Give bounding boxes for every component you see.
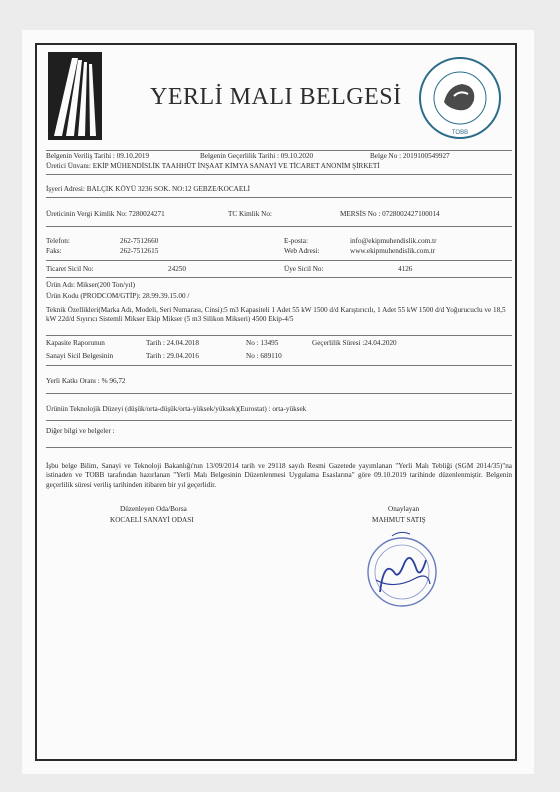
phone-label: Telefon: <box>46 237 70 245</box>
signature-stamp-icon <box>358 520 444 610</box>
capacity-date: Tarih : 24.04.2018 <box>146 339 199 347</box>
svg-text:TOBB: TOBB <box>451 130 469 136</box>
document-title: YERLİ MALI BELGESİ <box>150 84 402 110</box>
product-code: Ürün Kodu (PRODCOM/GTİP): 28.99.39.15.00 / <box>46 292 190 300</box>
issue-date: Belgenin Veriliş Tarihi : 09.10.2019 <box>46 152 150 160</box>
email-value: info@ekipmuhendislik.com.tr <box>350 237 437 245</box>
product-name: Ürün Adı: Mikser(200 Ton/yıl) <box>46 281 136 289</box>
company-address: İşyeri Adresi: BALÇIK KÖYÜ 3236 SOK. NO:12 GEBZE/KOCAELİ <box>46 185 251 193</box>
tobb-seal-icon <box>418 56 502 140</box>
divider <box>46 277 512 278</box>
divider <box>46 150 512 151</box>
tax-number: Üreticinin Vergi Kimlik No: 7280024271 <box>46 210 165 218</box>
divider <box>46 174 512 175</box>
fax-value: 262-7512615 <box>120 247 159 255</box>
fax-label: Faks: <box>46 247 62 255</box>
other-info: Diğer bilgi ve belgeler : <box>46 427 115 435</box>
divider <box>46 365 512 366</box>
document-number: Belge No : 2019100549927 <box>370 152 450 160</box>
phone-value: 262-7512660 <box>120 237 159 245</box>
approver-name: MAHMUT SATIŞ <box>372 516 426 524</box>
divider <box>46 260 512 261</box>
divider <box>46 420 512 421</box>
company-name: Üretici Ünvanı: EKİP MÜHENDİSLİK TAAHHÜT İNŞAAT KİMYA SANAYİ VE TİCARET ANONİM ŞİRKETİ <box>46 162 380 170</box>
technology-level: Ürünün Teknolojik Düzeyi (düşük/orta-düşük/orta-yüksek/yüksek)(Eurostat) : orta-yüksek <box>46 405 307 413</box>
member-registry-value: 4126 <box>398 265 413 273</box>
issuer-label: Düzenleyen Oda/Borsa <box>120 505 187 513</box>
valid-date: Belgenin Geçerlilik Tarihi : 09.10.2020 <box>200 152 314 160</box>
member-registry-label: Üye Sicil No: <box>284 265 324 273</box>
industry-registry-label: Sanayi Sicil Belgesinin <box>46 352 114 360</box>
trade-registry-label: Ticaret Sicil No: <box>46 265 94 273</box>
chamber-logo-icon <box>48 52 102 140</box>
mersis-number: MERSİS No : 0728002427100014 <box>340 210 440 218</box>
divider <box>46 393 512 394</box>
divider <box>46 226 512 227</box>
trade-registry-value: 24250 <box>168 265 186 273</box>
capacity-number: No : 13495 <box>246 339 279 347</box>
capacity-label: Kapasite Raporunun <box>46 339 105 347</box>
capacity-validity: Geçerlilik Süresi :24.04.2020 <box>312 339 397 347</box>
web-label: Web Adresi: <box>284 247 320 255</box>
divider <box>46 335 512 336</box>
divider <box>46 447 512 448</box>
issuer-name: KOCAELİ SANAYİ ODASI <box>110 516 194 524</box>
legal-statement: İşbu belge Bilim, Sanayi ve Teknoloji Bakanlığı'nın 13/09/2014 tarih ve 29118 sayılı Resmi Gazetede yayımlanan "Yerli Malı Tebliği (SGM 2014/35)"na istinaden ve TOBB tarafından hazırlanan "Yerli Malı Belgesinin Düzenlenmesi Uygulama Esaslarına" göre 09.10.2019 tarihinde düzenlenmiştir. Belgenin geçerlilik süresi veriliş tarihinden itibaren bir yıl geçerlidir. <box>46 462 512 489</box>
divider <box>46 197 512 198</box>
email-label: E-posta: <box>284 237 308 245</box>
tc-number: TC Kimlik No: <box>228 210 272 218</box>
industry-registry-number: No : 689110 <box>246 352 282 360</box>
approver-label: Onaylayan <box>388 505 420 513</box>
industry-registry-date: Tarih : 29.04.2016 <box>146 352 199 360</box>
web-value: www.ekipmuhendislik.com.tr <box>350 247 436 255</box>
local-content-ratio: Yerli Katkı Oranı : % 96,72 <box>46 377 126 385</box>
product-specs: Teknik Özellikleri(Marka Adı, Modeli, Seri Numarası, Cinsi):5 m3 Kapasiteli 1 Adet 55 kW 1500 d/d Karıştırıcılı, 1 Adet 55 kW 1500 d/d Yoğurucuclu ve 18,5 kW 22d/d Sıyırıcı Sistemli Mikser Ekip Mikser (5 m3 Silikon Mikseri) 4500 Ekip-4/5 <box>46 306 506 324</box>
